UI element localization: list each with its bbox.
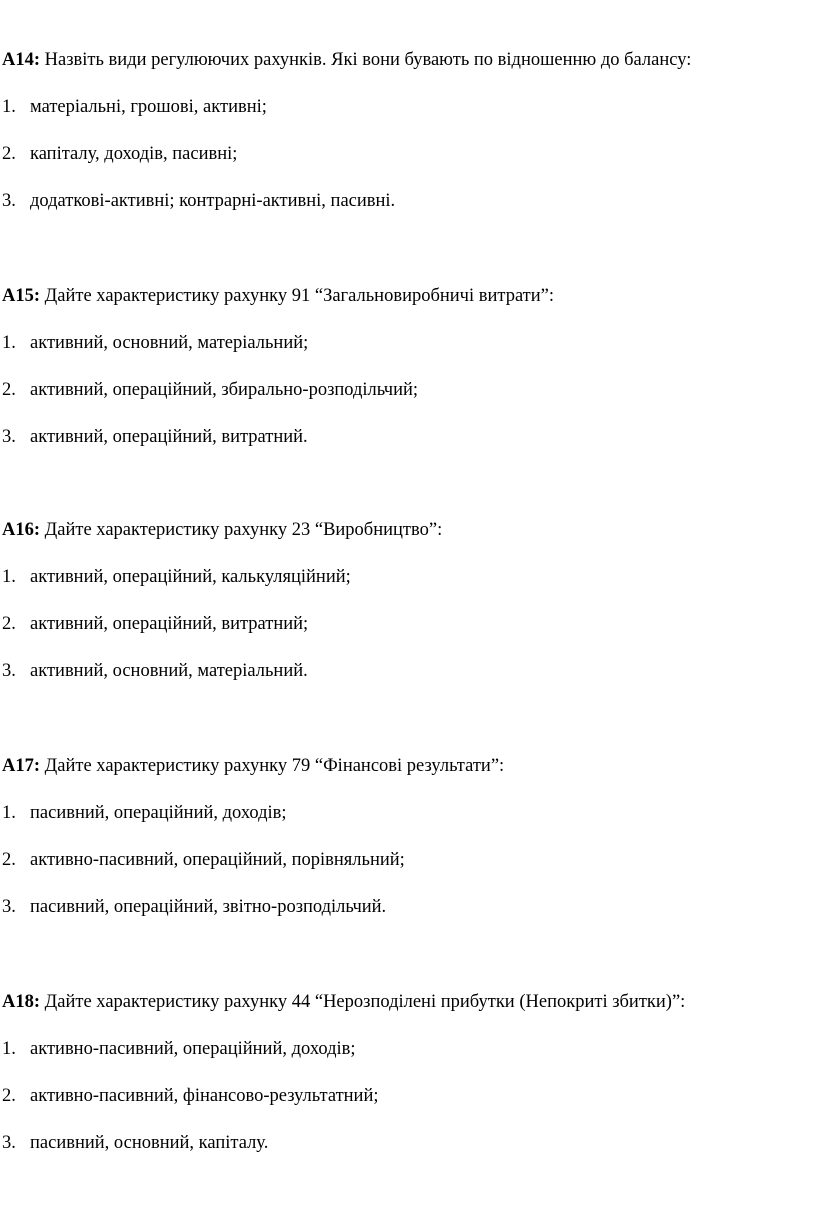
answer-option xyxy=(2,895,812,919)
answer-options xyxy=(2,1037,812,1155)
question-text: Дайте характеристику рахунку 23 “Виробництво”: xyxy=(40,520,443,540)
answer-option xyxy=(2,331,812,355)
answer-option xyxy=(2,425,812,449)
answer-options xyxy=(2,565,812,683)
option-text: додаткові-активні; контрарні-активні, пасивні. xyxy=(30,191,396,211)
option-text: пасивний, операційний, звітно-розподільчий. xyxy=(30,897,387,917)
option-number: 3. xyxy=(2,897,16,917)
answer-option xyxy=(2,1131,812,1155)
option-number: 1. xyxy=(2,1039,16,1059)
option-number: 1. xyxy=(2,333,16,353)
answer-options xyxy=(2,95,812,213)
option-number: 2. xyxy=(2,144,16,164)
option-text: активно-пасивний, операційний, порівняльний; xyxy=(30,850,405,870)
option-text: активний, операційний, калькуляційний; xyxy=(30,567,351,587)
option-number: 3. xyxy=(2,661,16,681)
question-line xyxy=(2,48,812,72)
answer-option xyxy=(2,659,812,683)
answer-option xyxy=(2,565,812,589)
question-line xyxy=(2,754,812,778)
option-text: активний, операційний, збирально-розподільчий; xyxy=(30,380,419,400)
question-a17 xyxy=(2,754,812,919)
option-number: 3. xyxy=(2,1133,16,1153)
question-a15 xyxy=(2,284,812,449)
answer-option xyxy=(2,612,812,636)
answer-option xyxy=(2,848,812,872)
answer-option xyxy=(2,1037,812,1061)
answer-options xyxy=(2,331,812,449)
option-number: 2. xyxy=(2,1086,16,1106)
option-number: 2. xyxy=(2,380,16,400)
option-number: 1. xyxy=(2,97,16,117)
option-text: пасивний, основний, капіталу. xyxy=(30,1133,269,1153)
answer-option xyxy=(2,95,812,119)
question-label: А15: xyxy=(2,286,41,306)
question-text: Дайте характеристику рахунку 79 “Фінансові результати”: xyxy=(40,756,505,776)
option-text: активно-пасивний, операційний, доходів; xyxy=(30,1039,356,1059)
question-label: А14: xyxy=(2,50,41,70)
question-line xyxy=(2,518,812,542)
question-line xyxy=(2,284,812,308)
option-number: 1. xyxy=(2,803,16,823)
question-line xyxy=(2,990,812,1014)
option-number: 1. xyxy=(2,567,16,587)
question-text: Назвіть види регулюючих рахунків. Які вони бувають по відношенню до балансу: xyxy=(40,50,692,70)
question-a14 xyxy=(2,48,812,213)
question-text: Дайте характеристику рахунку 91 “Загальновиробничі витрати”: xyxy=(40,286,555,306)
answer-option xyxy=(2,378,812,402)
answer-option xyxy=(2,1084,812,1108)
question-a16 xyxy=(2,518,812,683)
question-text: Дайте характеристику рахунку 44 “Нерозподілені прибутки (Непокриті збитки)”: xyxy=(40,992,686,1012)
option-text: капіталу, доходів, пасивні; xyxy=(30,144,238,164)
option-number: 2. xyxy=(2,850,16,870)
option-number: 3. xyxy=(2,191,16,211)
option-text: активний, основний, матеріальний; xyxy=(30,333,309,353)
question-label: А18: xyxy=(2,992,41,1012)
option-number: 2. xyxy=(2,614,16,634)
question-label: А17: xyxy=(2,756,41,776)
answer-option xyxy=(2,189,812,213)
option-text: активний, операційний, витратний. xyxy=(30,427,308,447)
option-text: активно-пасивний, фінансово-результатний; xyxy=(30,1086,379,1106)
question-a18 xyxy=(2,990,812,1155)
option-number: 3. xyxy=(2,427,16,447)
option-text: пасивний, операційний, доходів; xyxy=(30,803,287,823)
question-label: А16: xyxy=(2,520,41,540)
option-text: матеріальні, грошові, активні; xyxy=(30,97,267,117)
answer-option xyxy=(2,142,812,166)
option-text: активний, основний, матеріальний. xyxy=(30,661,308,681)
answer-options xyxy=(2,801,812,919)
answer-option xyxy=(2,801,812,825)
option-text: активний, операційний, витратний; xyxy=(30,614,309,634)
